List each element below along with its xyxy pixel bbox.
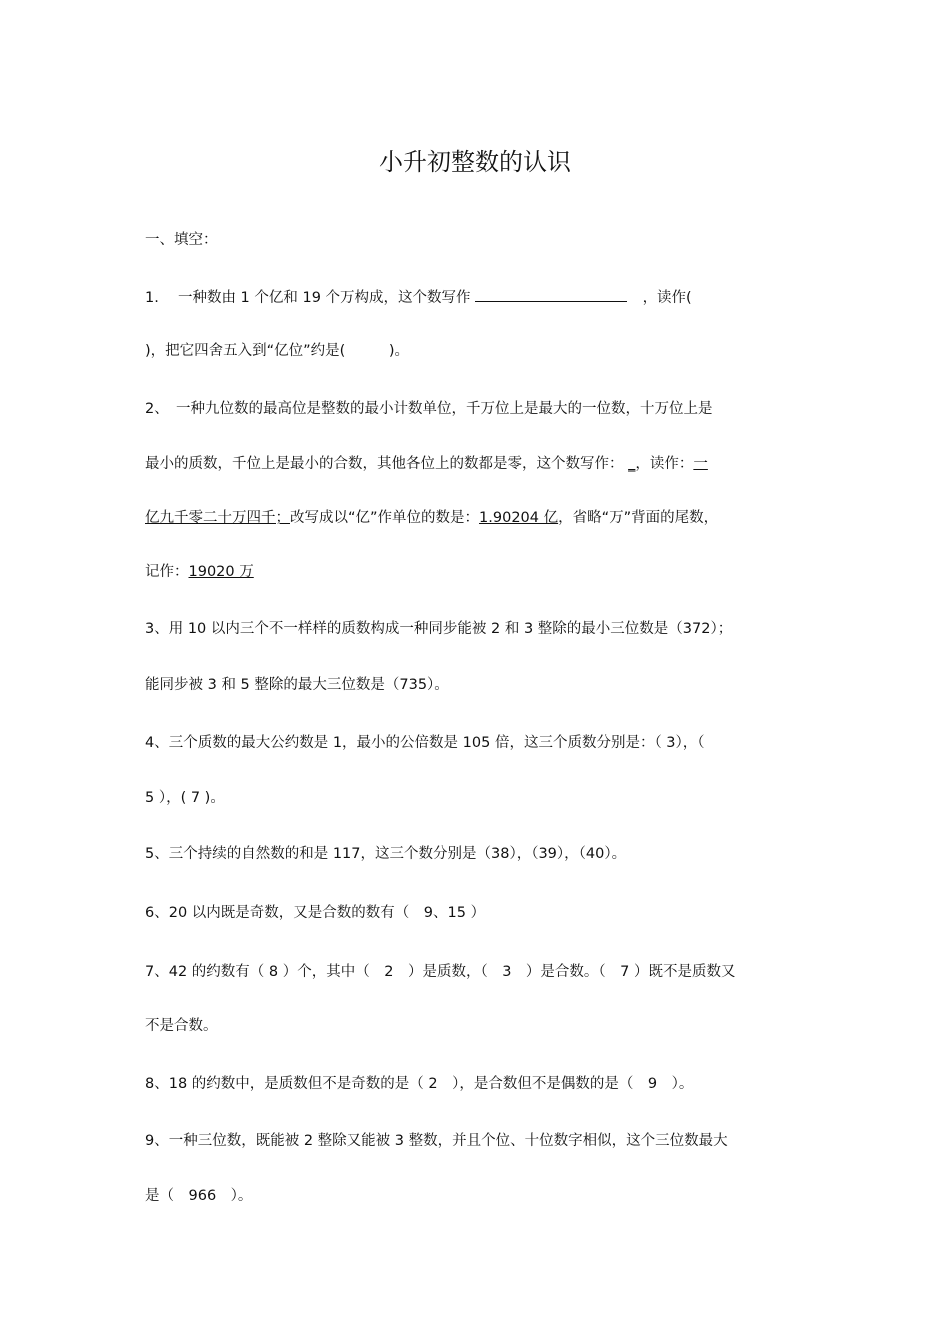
question-9-line-1: 9、一种三位数，既能被 2 整除又能被 3 整数，并且个位、十位数字相似，这个三位数最大 (145, 1133, 728, 1149)
question-2-line-3 (145, 508, 718, 528)
question-2-reading-start: 一 (693, 456, 708, 472)
question-2-text-a: 最小的质数，千位上是最小的合数，其他各位上的数都是零，这个数写作： (145, 456, 624, 472)
question-3-line-2: 能同步被 3 和 5 整除的最大三位数是（735）。 (145, 677, 449, 693)
section-heading: 一、填空： (145, 232, 218, 248)
question-1-line-2: )，把它四舍五入到“亿位”约是( )。 (145, 343, 409, 359)
question-7-line-1: 7、42 的约数有（ 8 ）个，其中（ 2 ）是质数，（ 3 ）是合数。（ 7 ）既不是质数又 (145, 964, 736, 980)
question-2-text-c: 改写成以“亿”作单位的数是： (290, 510, 480, 526)
question-4-line-2: 5 ），( 7 )。 (145, 790, 225, 806)
question-2-line-4 (145, 562, 254, 582)
question-6-line-1: 6、20 以内既是奇数，又是合数的数有（ 9、15 ） (145, 905, 486, 921)
question-2-yi-answer: 1.90204 亿 (479, 510, 559, 526)
question-4-line-1: 4、三个质数的最大公约数是 1，最小的公倍数是 105 倍，这三个质数分别是：（ 3），（ (145, 735, 705, 751)
question-2-text-e: 记作： (145, 564, 189, 580)
question-1-text-a: 1. 一种数由 1 个亿和 19 个万构成，这个数写作 (145, 290, 471, 306)
question-2-wan-answer: 19020 万 (188, 564, 254, 580)
question-2-text-d: ，省略“万”背面的尾数， (558, 510, 719, 526)
question-2-line-2 (145, 454, 708, 474)
question-9-line-2: 是（ 966 ）。 (145, 1188, 253, 1204)
question-8-line-1: 8、18 的约数中，是质数但不是奇数的是（ 2 ），是合数但不是偶数的是（ 9 ）。 (145, 1076, 694, 1092)
page-title: 小升初整数的认识 (379, 148, 571, 176)
question-2-text-b: ，读作： (635, 456, 694, 472)
question-5-line-1: 5、三个持续的自然数的和是 117，这三个数分别是（38），（39），（40）。 (145, 846, 627, 862)
answer-blank (475, 287, 627, 302)
question-7-line-2: 不是合数。 (145, 1018, 218, 1034)
question-2-line-1: 2、 一种九位数的最高位是整数的最小计数单位，千万位上是最大的一位数，十万位上是 (145, 401, 713, 417)
question-3-line-1: 3、用 10 以内三个不一样样的质数构成一种同步能被 2 和 3 整除的最小三位数是（372）； (145, 621, 733, 637)
question-2-blank: _ (628, 456, 636, 472)
question-2-reading: 亿九千零二十万四千； (145, 510, 290, 526)
question-1-text-b: ，读作( (642, 290, 692, 306)
question-1-line-1 (145, 287, 692, 308)
